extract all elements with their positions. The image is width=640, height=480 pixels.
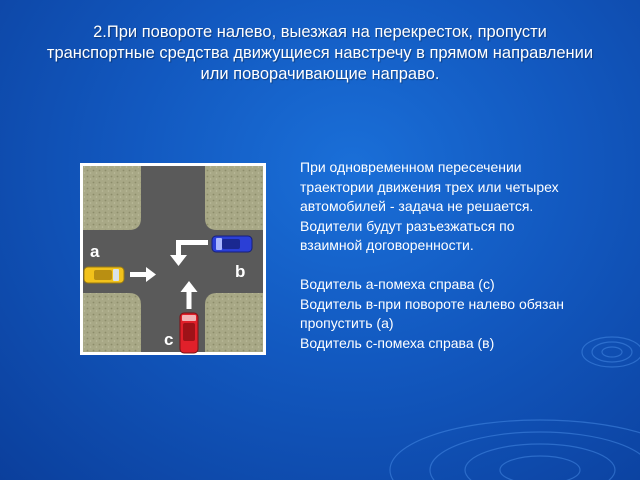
label-c: c: [164, 330, 174, 349]
car-c: [180, 313, 198, 353]
intersection-figure: [80, 163, 266, 355]
grass-corner-bottom-right: [205, 293, 263, 352]
paragraph-line: Водитель в-при повороте налево обязан: [300, 295, 564, 312]
grass-corner-top-right: [205, 166, 263, 230]
label-a: a: [90, 242, 100, 261]
explanation-text: [300, 158, 620, 353]
paragraph-line: автомобилей - задача не решается.: [300, 198, 534, 214]
grass-corner-bottom-left: [83, 293, 141, 352]
paragraph-gap: [300, 256, 620, 276]
paragraph-line: взаимной договоренности.: [300, 237, 474, 253]
paragraph-line: Водитель с-помеха справа (в): [300, 334, 495, 351]
ripple-ring: [430, 432, 640, 480]
paragraph-line: пропустить (а): [300, 315, 394, 331]
label-b: b: [235, 262, 246, 281]
slide-title: 2.При повороте налево, выезжая на перекресток, пропусти транспортные средства движущиеся навстречу в прямом направлении или поворачивающие направо.: [46, 23, 594, 83]
paragraph-line: Водители будут разъезжаться по: [300, 217, 515, 234]
intersection-diagram: [80, 163, 266, 355]
car-a: [84, 267, 124, 283]
ripple-ring: [465, 444, 615, 480]
grass-corner-top-left: [83, 166, 141, 230]
car-b: [212, 236, 252, 252]
paragraph-line: Водитель а-помеха справа (с): [300, 276, 495, 292]
ripple-ring: [500, 456, 580, 480]
paragraph-line: При одновременном пересечении: [300, 159, 522, 175]
ripple-ring: [390, 420, 640, 480]
paragraph-line: траектории движения трех или четырех: [300, 178, 559, 195]
